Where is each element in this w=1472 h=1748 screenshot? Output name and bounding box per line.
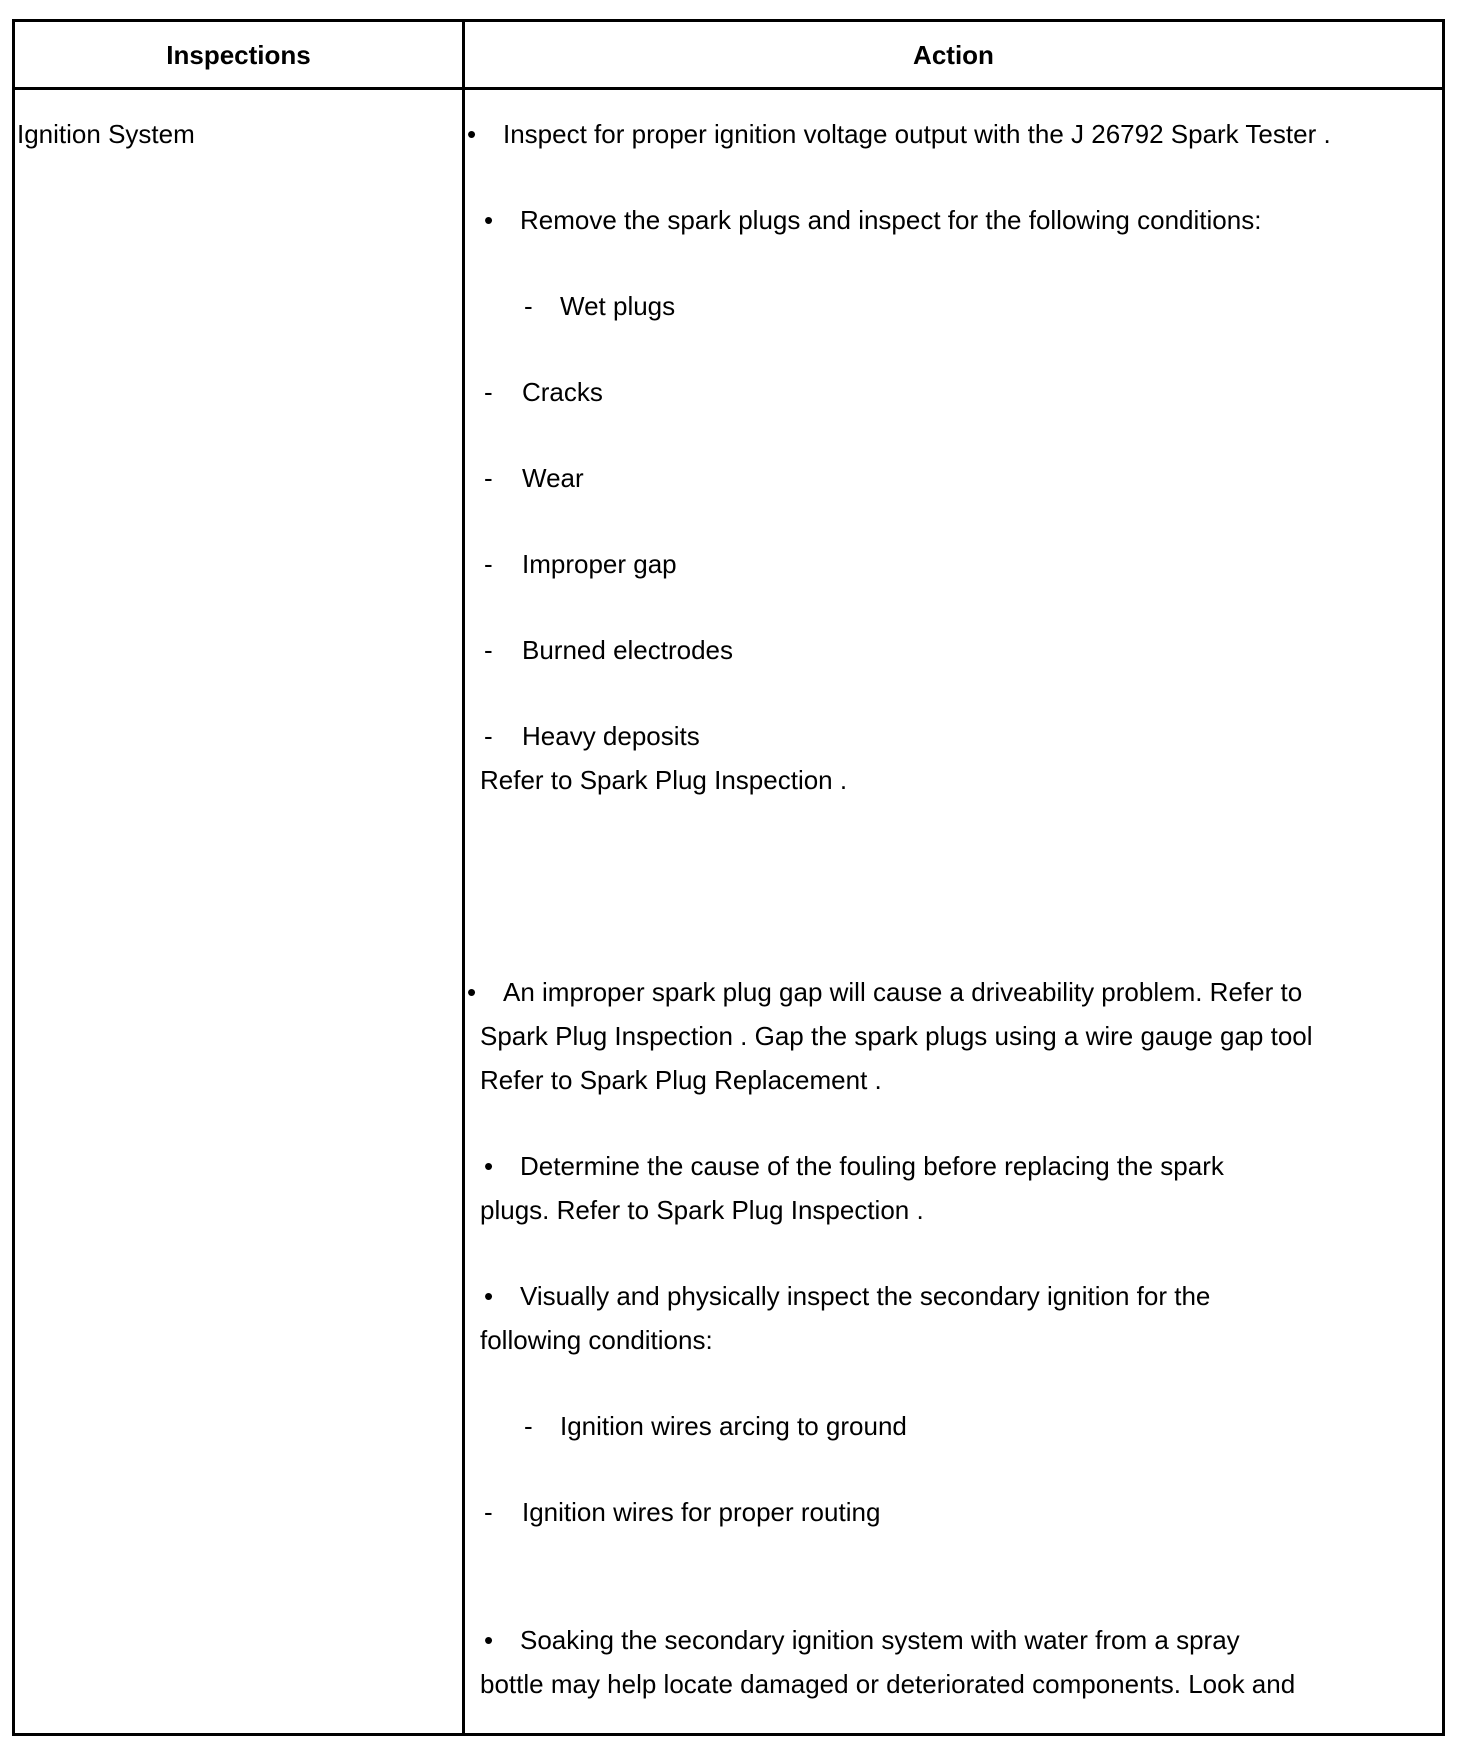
bullet: • — [467, 119, 477, 149]
condition-wires-routing: Ignition wires for proper routing — [522, 1497, 881, 1527]
inspection-ignition-system: Ignition System — [17, 119, 195, 149]
dash: - — [484, 721, 493, 751]
dash: - — [524, 1411, 533, 1441]
bullet: • — [467, 977, 477, 1007]
action-fouling-line-1: Determine the cause of the fouling before replacing the spark — [520, 1151, 1224, 1181]
dash: - — [484, 463, 493, 493]
action-soaking-line-1: Soaking the secondary ignition system with water from a spray — [520, 1625, 1240, 1655]
condition-improper-gap: Improper gap — [522, 549, 677, 579]
action-refer-inspection: Refer to Spark Plug Inspection . — [480, 765, 848, 795]
bullet: • — [484, 1151, 494, 1181]
action-fouling-line-2: plugs. Refer to Spark Plug Inspection . — [480, 1195, 924, 1225]
condition-cracks: Cracks — [522, 377, 603, 407]
bullet: • — [484, 205, 494, 235]
action-spark-tester: Inspect for proper ignition voltage output with the J 26792 Spark Tester . — [503, 119, 1331, 149]
action-secondary-line-2: following conditions: — [480, 1325, 713, 1355]
header-divider — [15, 87, 1442, 90]
dash: - — [524, 291, 533, 321]
dash: - — [484, 549, 493, 579]
bullet: • — [484, 1625, 494, 1655]
header-action: Action — [913, 40, 994, 70]
dash: - — [484, 1497, 493, 1527]
action-remove-spark-plugs: Remove the spark plugs and inspect for the following conditions: — [520, 205, 1262, 235]
action-secondary-line-1: Visually and physically inspect the secondary ignition for the — [520, 1281, 1211, 1311]
inspection-table — [12, 19, 1445, 1736]
bullet: • — [484, 1281, 494, 1311]
action-soaking-line-2: bottle may help locate damaged or deteriorated components. Look and — [480, 1669, 1296, 1699]
action-gap-line-2: Spark Plug Inspection . Gap the spark plugs using a wire gauge gap tool — [480, 1021, 1313, 1051]
condition-wet-plugs: Wet plugs — [560, 291, 676, 321]
condition-wires-arcing: Ignition wires arcing to ground — [560, 1411, 907, 1441]
dash: - — [484, 635, 493, 665]
condition-wear: Wear — [522, 463, 584, 493]
action-gap-line-1: An improper spark plug gap will cause a driveability problem. Refer to — [503, 977, 1303, 1007]
condition-burned-electrodes: Burned electrodes — [522, 635, 734, 665]
action-gap-line-3: Refer to Spark Plug Replacement . — [480, 1065, 882, 1095]
condition-heavy-deposits: Heavy deposits — [522, 721, 700, 751]
column-divider — [462, 22, 465, 1733]
dash: - — [484, 377, 493, 407]
header-inspections: Inspections — [166, 40, 311, 70]
